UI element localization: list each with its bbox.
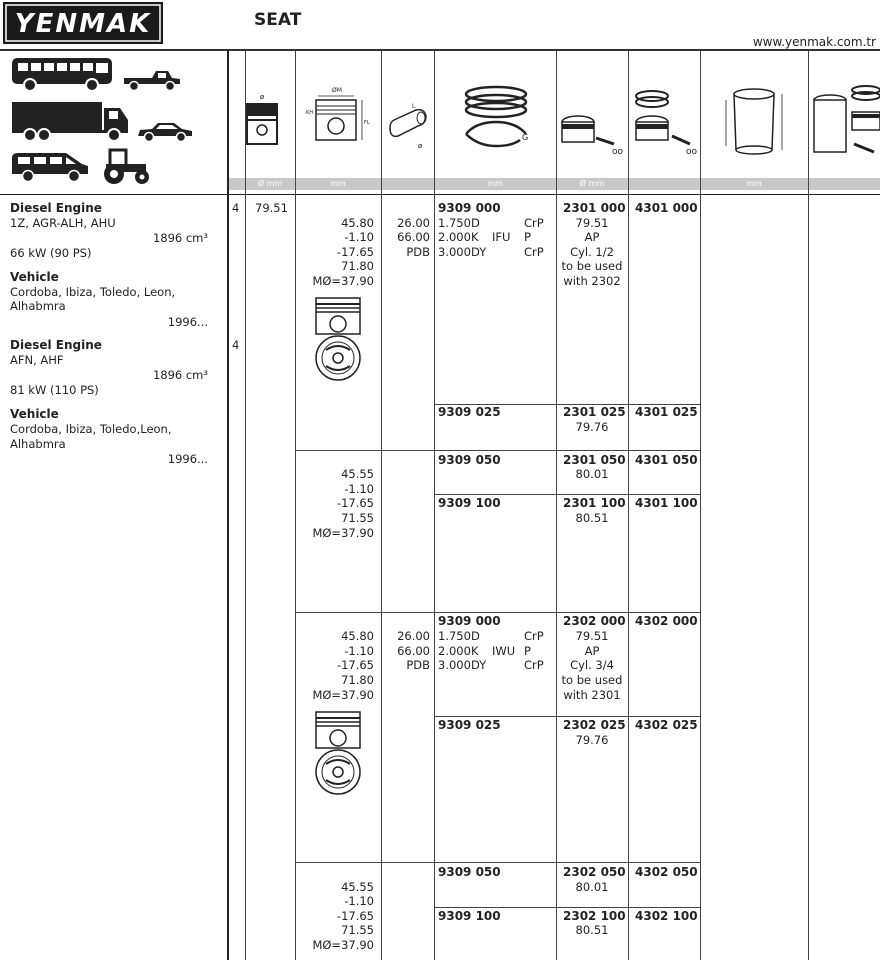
vehicle-models: Cordoba, Ibiza, Toledo,Leon, xyxy=(10,422,172,436)
bore-value: 79.51 xyxy=(255,201,288,215)
piston-drawing xyxy=(312,710,364,796)
piston-dim: 71.55 xyxy=(341,511,374,525)
kit-number: 4301 025 xyxy=(635,405,698,419)
vehicle-models: Cordoba, Ibiza, Toledo, Leon, xyxy=(10,285,176,299)
column-divider xyxy=(628,51,629,960)
ring-type: DY xyxy=(471,245,487,259)
unit-label: mm xyxy=(487,179,503,188)
column-divider xyxy=(227,51,229,960)
piston-note: to be used xyxy=(561,259,623,273)
piston-dim: -17.65 xyxy=(336,658,374,672)
ring-dim: 66.00 xyxy=(397,230,430,244)
piston-dim: -1.10 xyxy=(344,644,374,658)
top-rule xyxy=(0,49,880,51)
unit-label: Ø mm xyxy=(257,179,283,188)
ring-dim: 66.00 xyxy=(397,644,430,658)
piston-note: 79.76 xyxy=(575,733,609,747)
kit-number: 4301 050 xyxy=(635,453,698,467)
row-divider xyxy=(434,494,700,495)
displacement: 1896 cm³ xyxy=(152,368,208,382)
row-divider xyxy=(295,862,700,863)
power: 66 kW (90 PS) xyxy=(10,246,92,260)
piston-note: with 2301 xyxy=(563,688,621,702)
ring-set-number: 9309 025 xyxy=(438,718,501,732)
piston-dim: MØ=37.90 xyxy=(312,274,374,288)
piston-note: 79.51 xyxy=(575,629,609,643)
piston-dim: 45.55 xyxy=(341,880,374,894)
row-divider xyxy=(295,450,700,451)
vehicle-models: Alhabmra xyxy=(10,437,66,451)
svg-text:YENMAK: YENMAK xyxy=(14,9,152,39)
piston-dim: 71.80 xyxy=(341,259,374,273)
tractor-icon xyxy=(96,146,154,186)
svg-text:KH: KH xyxy=(306,110,314,116)
engine-codes: 1Z, AGR-ALH, AHU xyxy=(10,216,116,230)
engine-heading: Diesel Engine xyxy=(10,338,102,352)
kit-number: 4302 100 xyxy=(635,909,698,923)
brand-title: SEAT xyxy=(254,10,302,30)
ring-width: 3.000 xyxy=(438,245,471,259)
svg-text:oo: oo xyxy=(686,147,698,156)
ring-coating: CrP xyxy=(524,245,544,259)
piston-dim: -17.65 xyxy=(336,496,374,510)
ring-type: K xyxy=(471,230,479,244)
ring-dim: PDB xyxy=(406,658,430,672)
sedan-car-icon xyxy=(136,120,194,144)
ring-coating: CrP xyxy=(524,658,544,672)
piston-number: 2301 050 xyxy=(563,453,626,467)
ring-set-number: 9309 050 xyxy=(438,453,501,467)
svg-text:ØM: ØM xyxy=(332,87,342,94)
ring-coating: CrP xyxy=(524,629,544,643)
piston-number: 2301 100 xyxy=(563,496,626,510)
liner-kit-icon xyxy=(810,82,880,166)
piston-rings-pin-set-icon xyxy=(632,90,698,156)
piston-pin-icon xyxy=(388,98,430,154)
piston-dim: 45.80 xyxy=(341,216,374,230)
column-divider xyxy=(381,51,382,960)
bore-diameter-icon xyxy=(243,92,281,148)
ring-type: D xyxy=(471,629,480,643)
unit-label: Ø mm xyxy=(579,179,605,188)
piston-note: 80.01 xyxy=(575,467,609,481)
svg-text:ø: ø xyxy=(259,93,265,101)
piston-dim: 71.55 xyxy=(341,923,374,937)
piston-note: AP xyxy=(584,644,600,658)
ring-width: 2.000 xyxy=(438,230,471,244)
piston-dim: 45.55 xyxy=(341,467,374,481)
piston-number: 2301 000 xyxy=(563,201,626,215)
ring-marking: IFU xyxy=(492,230,511,244)
svg-text:L: L xyxy=(412,103,416,110)
vehicle-heading: Vehicle xyxy=(10,270,59,284)
ring-coating: P xyxy=(524,644,531,658)
piston-note: 80.51 xyxy=(575,923,609,937)
piston-dim: MØ=37.90 xyxy=(312,526,374,540)
ring-width: 2.000 xyxy=(438,644,471,658)
piston-dim: -17.65 xyxy=(336,245,374,259)
ring-width: 1.750 xyxy=(438,216,471,230)
piston-dim: -17.65 xyxy=(336,909,374,923)
piston-dim: -1.10 xyxy=(344,230,374,244)
piston-number: 2302 000 xyxy=(563,614,626,628)
ring-set-number: 9309 100 xyxy=(438,496,501,510)
cylinder-liner-icon xyxy=(718,80,790,162)
ring-type: D xyxy=(471,216,480,230)
model-year: 1996... xyxy=(167,452,208,466)
bus-icon xyxy=(10,56,114,92)
ring-set-number: 9309 050 xyxy=(438,865,501,879)
ring-type: DY xyxy=(471,658,487,672)
piston-dim: -1.10 xyxy=(344,482,374,496)
engine-codes: AFN, AHF xyxy=(10,353,64,367)
ring-coating: CrP xyxy=(524,216,544,230)
kit-number: 4301 000 xyxy=(635,201,698,215)
piston-note: Cyl. 1/2 xyxy=(570,245,614,259)
piston-dim: -1.10 xyxy=(344,894,374,908)
ring-set-number: 9309 100 xyxy=(438,909,501,923)
vehicle-heading: Vehicle xyxy=(10,407,59,421)
piston-dim: 71.80 xyxy=(341,673,374,687)
piston-drawing xyxy=(312,296,364,382)
pickup-truck-icon xyxy=(122,68,182,92)
column-divider xyxy=(556,51,557,960)
kit-number: 4301 100 xyxy=(635,496,698,510)
ring-set-number: 9309 025 xyxy=(438,405,501,419)
engine-heading: Diesel Engine xyxy=(10,201,102,215)
svg-text:oo: oo xyxy=(612,147,624,156)
row-divider xyxy=(434,907,700,908)
svg-text:ø: ø xyxy=(418,142,423,150)
piston-note: Cyl. 3/4 xyxy=(570,658,614,672)
piston-dim: MØ=37.90 xyxy=(312,688,374,702)
svg-text:G: G xyxy=(522,133,529,142)
header-rule xyxy=(0,194,880,195)
unit-label: mm xyxy=(330,179,346,188)
kit-number: 4302 050 xyxy=(635,865,698,879)
column-divider xyxy=(700,51,701,960)
piston-number: 2302 100 xyxy=(563,909,626,923)
row-divider xyxy=(434,716,700,717)
column-divider xyxy=(434,51,435,960)
ring-coating: P xyxy=(524,230,531,244)
piston-dimension-icon xyxy=(302,84,374,156)
ring-marking: IWU xyxy=(492,644,516,658)
ring-dim: PDB xyxy=(406,245,430,259)
website-url: www.yenmak.com.tr xyxy=(752,35,876,49)
displacement: 1896 cm³ xyxy=(152,231,208,245)
svg-text:FL: FL xyxy=(364,120,370,126)
piston-rings-icon xyxy=(456,84,536,156)
ring-width: 3.000 xyxy=(438,658,471,672)
piston-note: 80.01 xyxy=(575,880,609,894)
ring-dim: 26.00 xyxy=(397,216,430,230)
piston-number: 2302 050 xyxy=(563,865,626,879)
column-divider xyxy=(808,51,809,960)
column-divider xyxy=(245,51,246,960)
ring-dim: 26.00 xyxy=(397,629,430,643)
piston-note: AP xyxy=(584,230,600,244)
ring-set-number: 9309 000 xyxy=(438,201,501,215)
kit-number: 4302 025 xyxy=(635,718,698,732)
yenmak-logo xyxy=(3,2,163,44)
piston-note: to be used xyxy=(561,673,623,687)
van-icon xyxy=(10,150,90,184)
kit-number: 4302 000 xyxy=(635,614,698,628)
unit-label: mm xyxy=(746,179,762,188)
piston-note: 79.76 xyxy=(575,420,609,434)
ring-width: 1.750 xyxy=(438,629,471,643)
power: 81 kW (110 PS) xyxy=(10,383,99,397)
piston-note: 79.51 xyxy=(575,216,609,230)
piston-dim: MØ=37.90 xyxy=(312,938,374,952)
ring-type: K xyxy=(471,644,479,658)
piston-with-pin-icon xyxy=(560,110,626,156)
row-divider xyxy=(295,612,700,613)
model-year: 1996... xyxy=(167,315,208,329)
piston-number: 2301 025 xyxy=(563,405,626,419)
piston-note: with 2302 xyxy=(563,274,621,288)
piston-number: 2302 025 xyxy=(563,718,626,732)
ring-set-number: 9309 000 xyxy=(438,614,501,628)
truck-icon xyxy=(10,100,130,142)
piston-note: 80.51 xyxy=(575,511,609,525)
cylinder-count: 4 xyxy=(232,338,240,352)
vehicle-models: Alhabmra xyxy=(10,299,66,313)
piston-dim: 45.80 xyxy=(341,629,374,643)
cylinder-count: 4 xyxy=(232,201,240,215)
